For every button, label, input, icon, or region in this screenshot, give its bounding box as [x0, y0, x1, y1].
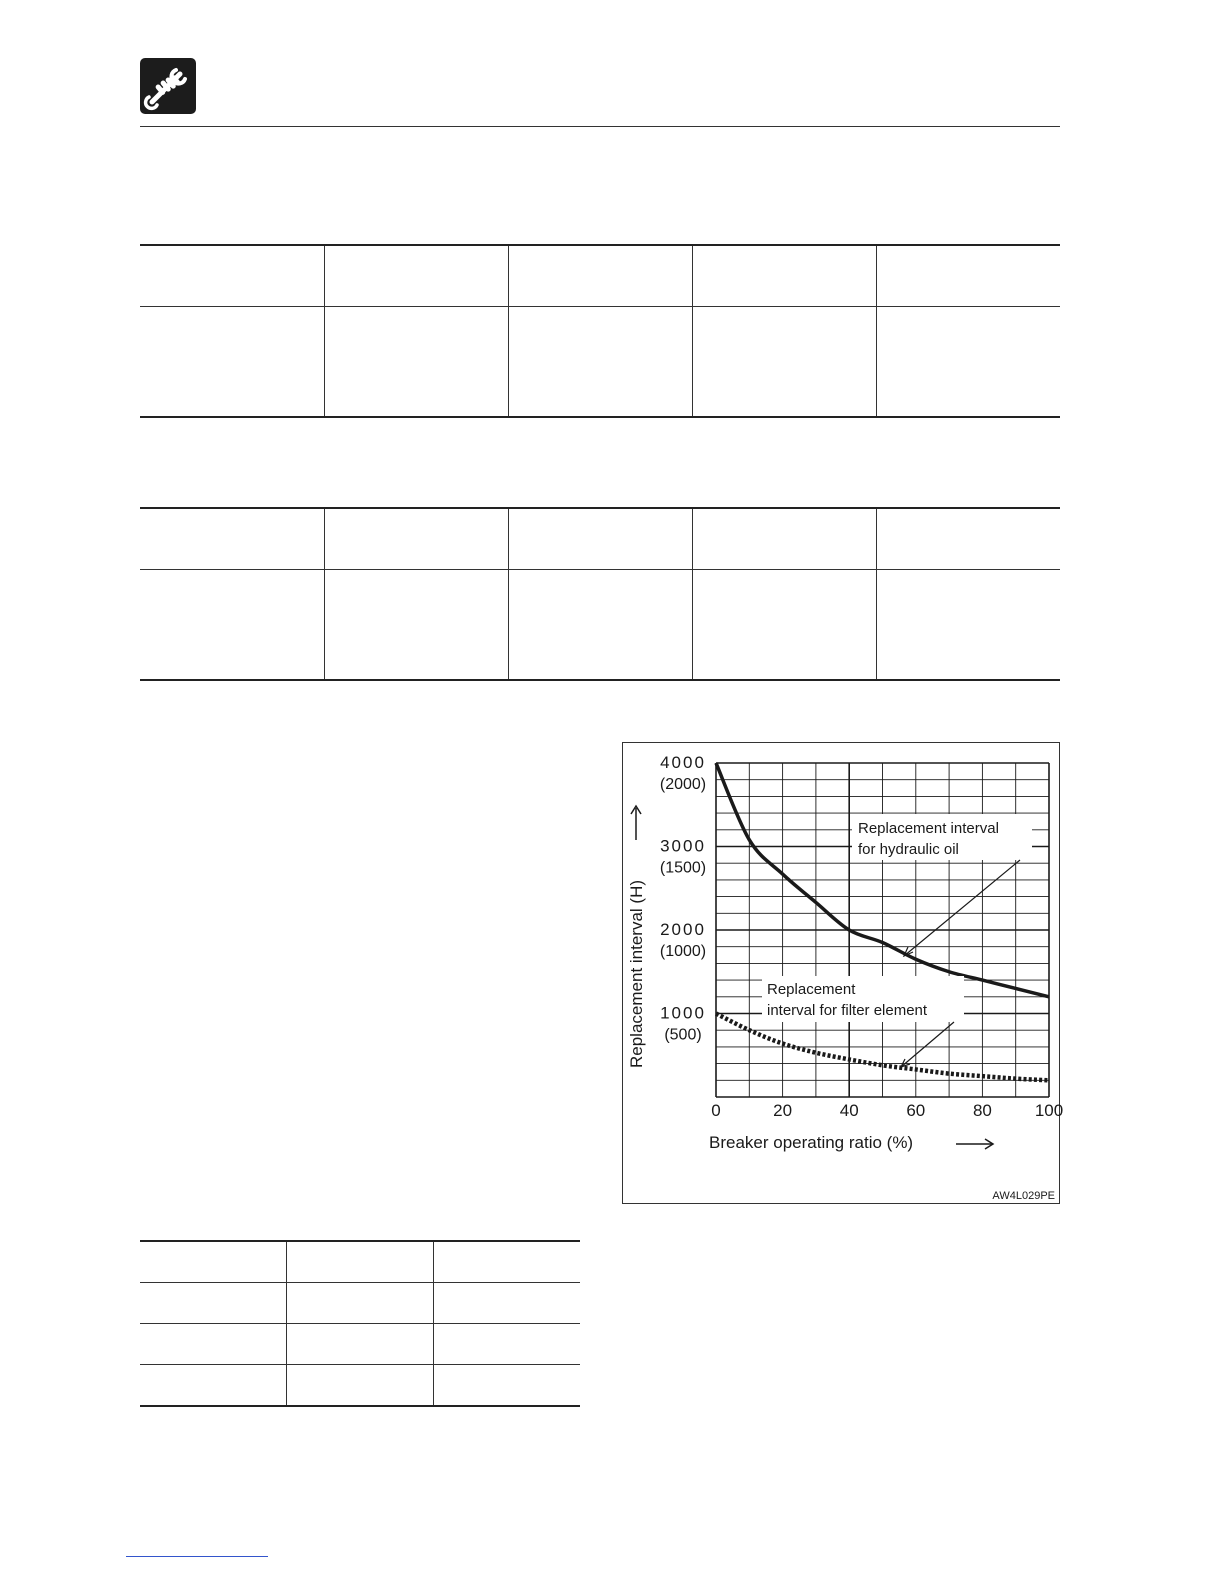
- table-cell: [287, 1241, 434, 1283]
- table-cell: [140, 1241, 287, 1283]
- table-cell: [692, 508, 876, 570]
- y-axis-label: Replacement interval (H): [627, 879, 646, 1069]
- table-cell: [692, 307, 876, 418]
- y-tick-sublabel: (500): [664, 1026, 702, 1044]
- table-cell: [324, 508, 508, 570]
- y-tick-label: 2000: [660, 920, 706, 939]
- header-rule: [140, 126, 1060, 127]
- leader-hydraulic-oil: [904, 860, 1020, 956]
- table-row: [140, 1283, 580, 1324]
- annotation-hydraulic-oil-line-1: Replacement interval: [858, 820, 999, 837]
- x-axis-label: Breaker operating ratio (%): [709, 1133, 914, 1152]
- annotation-hydraulic-oil-line-2: for hydraulic oil: [858, 841, 959, 858]
- table-cell: [692, 570, 876, 681]
- table-row: [140, 1365, 580, 1407]
- table-cell: [433, 1241, 580, 1283]
- table-cell: [433, 1283, 580, 1324]
- y-tick-label: 3000: [660, 836, 706, 856]
- footer-link-line: [126, 1556, 268, 1557]
- table-row: [140, 1241, 580, 1283]
- spec-table-1: [140, 244, 1060, 418]
- table-cell: [287, 1283, 434, 1324]
- x-axis-arrow: [956, 1139, 993, 1149]
- x-tick-label: 60: [906, 1101, 926, 1120]
- y-tick-label: 4000: [660, 753, 706, 772]
- table-cell: [140, 508, 324, 570]
- y-tick-sublabel: (2000): [659, 776, 707, 793]
- table-header-row: [140, 245, 1060, 307]
- y-tick-sublabel: (1500): [659, 859, 707, 877]
- table-cell: [140, 570, 324, 681]
- x-tick-label: 20: [773, 1101, 793, 1120]
- leader-filter-element: [901, 1022, 954, 1067]
- table-cell: [140, 1283, 287, 1324]
- table-cell: [692, 245, 876, 307]
- x-tick-label: 40: [839, 1101, 859, 1120]
- x-tick-label: 100: [1034, 1101, 1064, 1120]
- table-cell: [433, 1365, 580, 1407]
- table-cell: [433, 1324, 580, 1365]
- annotation-filter-element: [762, 976, 964, 1022]
- table-cell: [324, 570, 508, 681]
- wrench-hand-icon: [140, 58, 196, 114]
- table-cell: [140, 1365, 287, 1407]
- table-cell: [508, 570, 692, 681]
- table-cell: [324, 245, 508, 307]
- table-cell: [508, 245, 692, 307]
- table-cell: [508, 508, 692, 570]
- table-cell: [508, 307, 692, 418]
- table-cell: [287, 1365, 434, 1407]
- table-row: [140, 570, 1060, 681]
- table-cell: [876, 245, 1060, 307]
- x-tick-label: 80: [972, 1101, 992, 1120]
- table-cell: [876, 508, 1060, 570]
- table-cell: [140, 1324, 287, 1365]
- table-cell: [876, 307, 1060, 418]
- spec-table-3: [140, 1240, 580, 1407]
- table-header-row: [140, 508, 1060, 570]
- annotation-filter-element-line-1: Replacement: [767, 981, 856, 998]
- replacement-interval-chart: [622, 742, 1064, 1204]
- y-tick-label: 1000: [660, 1003, 706, 1023]
- y-axis-arrow: [631, 806, 641, 840]
- table-cell: [876, 570, 1060, 681]
- annotation-filter-element-line-2: interval for filter element: [767, 1002, 928, 1019]
- x-tick-label: 0: [711, 1101, 721, 1120]
- table-row: [140, 1324, 580, 1365]
- spec-table-2: [140, 507, 1060, 681]
- y-tick-sublabel: (1000): [659, 943, 707, 960]
- table-cell: [324, 307, 508, 418]
- table-row: [140, 307, 1060, 418]
- table-cell: [140, 245, 324, 307]
- table-cell: [140, 307, 324, 418]
- table-cell: [287, 1324, 434, 1365]
- annotation-hydraulic-oil: [852, 814, 1032, 860]
- figure-code: AW4L029PE: [992, 1190, 1055, 1202]
